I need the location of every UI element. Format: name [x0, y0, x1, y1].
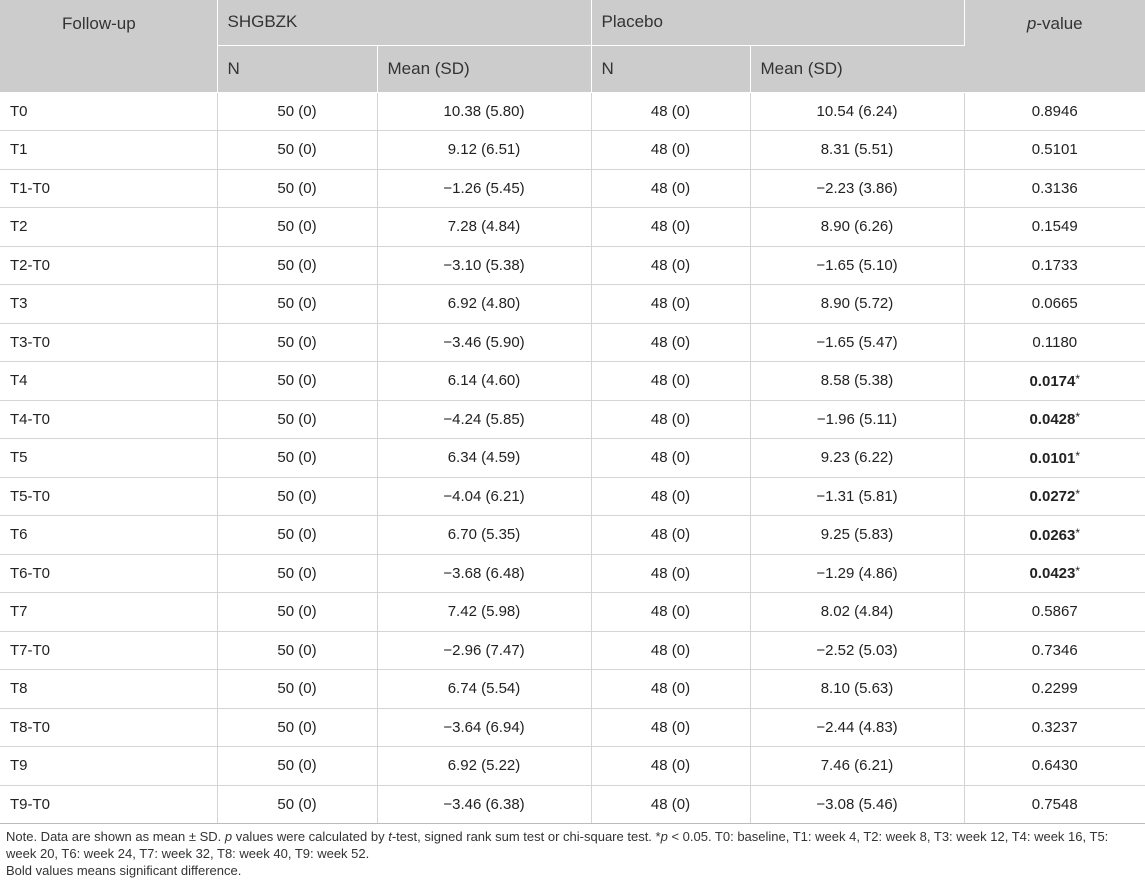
row-label: T3	[0, 285, 217, 324]
cell-p-value	[964, 747, 1145, 786]
p-value-text: 0.3237	[1031, 718, 1078, 736]
row-label: T2-T0	[0, 246, 217, 285]
cell-mean-shgbzk: 9.12 (6.51)	[377, 131, 591, 170]
header-row-1	[0, 0, 1145, 45]
p-value-text: 0.2299	[1031, 680, 1078, 698]
cell-mean-placebo: −2.44 (4.83)	[750, 708, 964, 747]
row-label: T2	[0, 208, 217, 247]
p-value-text: 0.0101	[1029, 449, 1076, 467]
p-value-text: 0.1733	[1031, 256, 1078, 274]
cell-n-shgbzk: 50 (0)	[217, 439, 377, 478]
cell-n-placebo: 48 (0)	[591, 400, 750, 439]
cell-n-shgbzk: 50 (0)	[217, 477, 377, 516]
cell-mean-placebo: −3.08 (5.46)	[750, 785, 964, 824]
header-p-value	[964, 0, 1145, 92]
cell-n-shgbzk: 50 (0)	[217, 747, 377, 786]
cell-mean-shgbzk: −3.46 (5.90)	[377, 323, 591, 362]
table-row	[0, 670, 1145, 709]
cell-mean-shgbzk: −4.04 (6.21)	[377, 477, 591, 516]
row-label: T4-T0	[0, 400, 217, 439]
table-row	[0, 593, 1145, 632]
cell-n-shgbzk: 50 (0)	[217, 208, 377, 247]
table-row	[0, 439, 1145, 478]
note-text: Note. Data are shown as mean ± SD.	[6, 829, 225, 844]
p-value-text: 0.0272	[1029, 488, 1076, 506]
cell-n-shgbzk: 50 (0)	[217, 400, 377, 439]
row-label: T7	[0, 593, 217, 632]
note-text: values were calculated by	[232, 829, 389, 844]
cell-n-shgbzk: 50 (0)	[217, 785, 377, 824]
row-label: T4	[0, 362, 217, 401]
cell-n-shgbzk: 50 (0)	[217, 246, 377, 285]
header-mean-placebo: Mean (SD)	[750, 45, 964, 92]
cell-mean-shgbzk: −4.24 (5.85)	[377, 400, 591, 439]
table-row	[0, 131, 1145, 170]
cell-mean-shgbzk: 6.74 (5.54)	[377, 670, 591, 709]
cell-mean-placebo: 8.90 (5.72)	[750, 285, 964, 324]
cell-mean-placebo: −1.29 (4.86)	[750, 554, 964, 593]
row-label: T1-T0	[0, 169, 217, 208]
cell-mean-shgbzk: 7.28 (4.84)	[377, 208, 591, 247]
row-label: T1	[0, 131, 217, 170]
cell-mean-placebo: 8.31 (5.51)	[750, 131, 964, 170]
table-row	[0, 554, 1145, 593]
table-row	[0, 92, 1145, 131]
cell-p-value	[964, 169, 1145, 208]
cell-mean-placebo: −2.52 (5.03)	[750, 631, 964, 670]
cell-mean-shgbzk: −3.68 (6.48)	[377, 554, 591, 593]
cell-p-value	[964, 785, 1145, 824]
table-row	[0, 477, 1145, 516]
row-label: T6-T0	[0, 554, 217, 593]
p-value-text: 0.0423	[1029, 565, 1076, 583]
p-value-text: 0.3136	[1031, 179, 1078, 197]
p-value-text: 0.5101	[1031, 141, 1078, 159]
note-line-2: Bold values means significant difference.	[6, 863, 242, 878]
p-value-text: 0.0665	[1031, 295, 1078, 313]
cell-n-placebo: 48 (0)	[591, 169, 750, 208]
table-note	[0, 824, 1145, 879]
p-value-text: 0.7548	[1031, 795, 1078, 813]
cell-p-value	[964, 516, 1145, 555]
cell-mean-placebo: 9.23 (6.22)	[750, 439, 964, 478]
significance-marker: *	[1075, 410, 1081, 425]
row-label: T0	[0, 92, 217, 131]
significance-marker: *	[1075, 371, 1081, 386]
table-row	[0, 208, 1145, 247]
cell-n-placebo: 48 (0)	[591, 747, 750, 786]
note-line-1	[6, 828, 1139, 862]
cell-mean-placebo: 8.58 (5.38)	[750, 362, 964, 401]
cell-p-value	[964, 631, 1145, 670]
header-group-placebo: Placebo	[591, 0, 964, 45]
cell-mean-shgbzk: 6.92 (5.22)	[377, 747, 591, 786]
cell-p-value	[964, 92, 1145, 131]
cell-n-shgbzk: 50 (0)	[217, 516, 377, 555]
p-value-text: 0.0428	[1029, 411, 1076, 429]
cell-n-shgbzk: 50 (0)	[217, 362, 377, 401]
p-value-text: 0.5867	[1031, 603, 1078, 621]
cell-n-placebo: 48 (0)	[591, 285, 750, 324]
cell-mean-shgbzk: 6.14 (4.60)	[377, 362, 591, 401]
row-label: T5	[0, 439, 217, 478]
p-value-text: 0.6430	[1031, 757, 1078, 775]
significance-marker: *	[1075, 448, 1081, 463]
p-value-text: 0.0263	[1029, 526, 1076, 544]
cell-mean-shgbzk: 6.34 (4.59)	[377, 439, 591, 478]
cell-n-shgbzk: 50 (0)	[217, 169, 377, 208]
table-row	[0, 631, 1145, 670]
cell-n-placebo: 48 (0)	[591, 131, 750, 170]
row-label: T8-T0	[0, 708, 217, 747]
cell-n-placebo: 48 (0)	[591, 439, 750, 478]
cell-n-shgbzk: 50 (0)	[217, 92, 377, 131]
cell-mean-placebo: 9.25 (5.83)	[750, 516, 964, 555]
table-body	[0, 92, 1145, 824]
p-value-text: 0.8946	[1031, 102, 1078, 120]
cell-mean-placebo: 8.02 (4.84)	[750, 593, 964, 632]
cell-mean-placebo: −1.31 (5.81)	[750, 477, 964, 516]
cell-n-placebo: 48 (0)	[591, 554, 750, 593]
table-header	[0, 0, 1145, 92]
row-label: T6	[0, 516, 217, 555]
header-group-shgbzk: SHGBZK	[217, 0, 591, 45]
cell-mean-placebo: −1.65 (5.10)	[750, 246, 964, 285]
cell-mean-shgbzk: 7.42 (5.98)	[377, 593, 591, 632]
cell-p-value	[964, 708, 1145, 747]
table-row	[0, 323, 1145, 362]
row-label: T7-T0	[0, 631, 217, 670]
cell-p-value	[964, 285, 1145, 324]
note-text: < 0.05. T0: baseline, T1: week 4, T2: week 8, T3: week 12, T4: week 16, T5: week 20, T6: week 24, T7: week 32, T8: week 40, T9: week 52.	[6, 829, 1109, 861]
header-mean-shgbzk: Mean (SD)	[377, 45, 591, 92]
cell-n-shgbzk: 50 (0)	[217, 285, 377, 324]
cell-n-placebo: 48 (0)	[591, 208, 750, 247]
cell-mean-placebo: −2.23 (3.86)	[750, 169, 964, 208]
cell-n-placebo: 48 (0)	[591, 785, 750, 824]
p-value-text: 0.1180	[1032, 333, 1078, 351]
cell-mean-shgbzk: −3.10 (5.38)	[377, 246, 591, 285]
p-value-text: 0.1549	[1031, 218, 1078, 236]
row-label: T9	[0, 747, 217, 786]
cell-mean-shgbzk: −2.96 (7.47)	[377, 631, 591, 670]
cell-mean-shgbzk: −3.64 (6.94)	[377, 708, 591, 747]
cell-mean-placebo: −1.96 (5.11)	[750, 400, 964, 439]
note-italic-p: p	[660, 829, 668, 844]
significance-marker: *	[1075, 525, 1081, 540]
header-n-shgbzk: N	[217, 45, 377, 92]
cell-n-shgbzk: 50 (0)	[217, 323, 377, 362]
cell-n-shgbzk: 50 (0)	[217, 131, 377, 170]
cell-p-value	[964, 439, 1145, 478]
cell-p-value	[964, 246, 1145, 285]
note-italic-p: p	[224, 829, 233, 844]
cell-p-value	[964, 208, 1145, 247]
cell-p-value	[964, 323, 1145, 362]
cell-p-value	[964, 593, 1145, 632]
cell-p-value	[964, 400, 1145, 439]
cell-p-value	[964, 670, 1145, 709]
cell-mean-shgbzk: −1.26 (5.45)	[377, 169, 591, 208]
note-italic-t: t	[388, 829, 392, 844]
cell-n-shgbzk: 50 (0)	[217, 593, 377, 632]
cell-n-placebo: 48 (0)	[591, 708, 750, 747]
cell-p-value	[964, 477, 1145, 516]
cell-n-shgbzk: 50 (0)	[217, 670, 377, 709]
cell-n-placebo: 48 (0)	[591, 516, 750, 555]
significance-marker: *	[1075, 564, 1081, 579]
table-row	[0, 400, 1145, 439]
cell-p-value	[964, 131, 1145, 170]
cell-mean-shgbzk: 6.92 (4.80)	[377, 285, 591, 324]
header-follow-up: Follow-up	[0, 0, 217, 92]
cell-n-placebo: 48 (0)	[591, 593, 750, 632]
cell-n-shgbzk: 50 (0)	[217, 631, 377, 670]
table-row	[0, 516, 1145, 555]
table-row	[0, 747, 1145, 786]
header-p-italic: p	[1026, 14, 1037, 33]
cell-mean-placebo: 10.54 (6.24)	[750, 92, 964, 131]
cell-n-placebo: 48 (0)	[591, 92, 750, 131]
table-row	[0, 362, 1145, 401]
header-n-placebo: N	[591, 45, 750, 92]
table-row	[0, 169, 1145, 208]
row-label: T3-T0	[0, 323, 217, 362]
significance-marker: *	[1075, 487, 1081, 502]
p-value-text: 0.0174	[1029, 372, 1076, 390]
table-row	[0, 708, 1145, 747]
cell-n-shgbzk: 50 (0)	[217, 554, 377, 593]
cell-n-placebo: 48 (0)	[591, 246, 750, 285]
cell-mean-shgbzk: −3.46 (6.38)	[377, 785, 591, 824]
cell-mean-shgbzk: 10.38 (5.80)	[377, 92, 591, 131]
cell-mean-placebo: 7.46 (6.21)	[750, 747, 964, 786]
row-label: T8	[0, 670, 217, 709]
row-label: T5-T0	[0, 477, 217, 516]
cell-n-placebo: 48 (0)	[591, 323, 750, 362]
cell-mean-shgbzk: 6.70 (5.35)	[377, 516, 591, 555]
table-row	[0, 246, 1145, 285]
cell-mean-placebo: −1.65 (5.47)	[750, 323, 964, 362]
cell-n-placebo: 48 (0)	[591, 362, 750, 401]
note-text: -test, signed rank sum test or chi-square test. *	[391, 829, 661, 844]
header-p-rest: -value	[1036, 14, 1083, 33]
cell-mean-placebo: 8.90 (6.26)	[750, 208, 964, 247]
row-label: T9-T0	[0, 785, 217, 824]
cell-n-placebo: 48 (0)	[591, 670, 750, 709]
table-row	[0, 285, 1145, 324]
cell-mean-placebo: 8.10 (5.63)	[750, 670, 964, 709]
p-value-text: 0.7346	[1031, 641, 1078, 659]
cell-n-placebo: 48 (0)	[591, 631, 750, 670]
table-row	[0, 785, 1145, 824]
cell-n-shgbzk: 50 (0)	[217, 708, 377, 747]
cell-p-value	[964, 554, 1145, 593]
cell-p-value	[964, 362, 1145, 401]
cell-n-placebo: 48 (0)	[591, 477, 750, 516]
